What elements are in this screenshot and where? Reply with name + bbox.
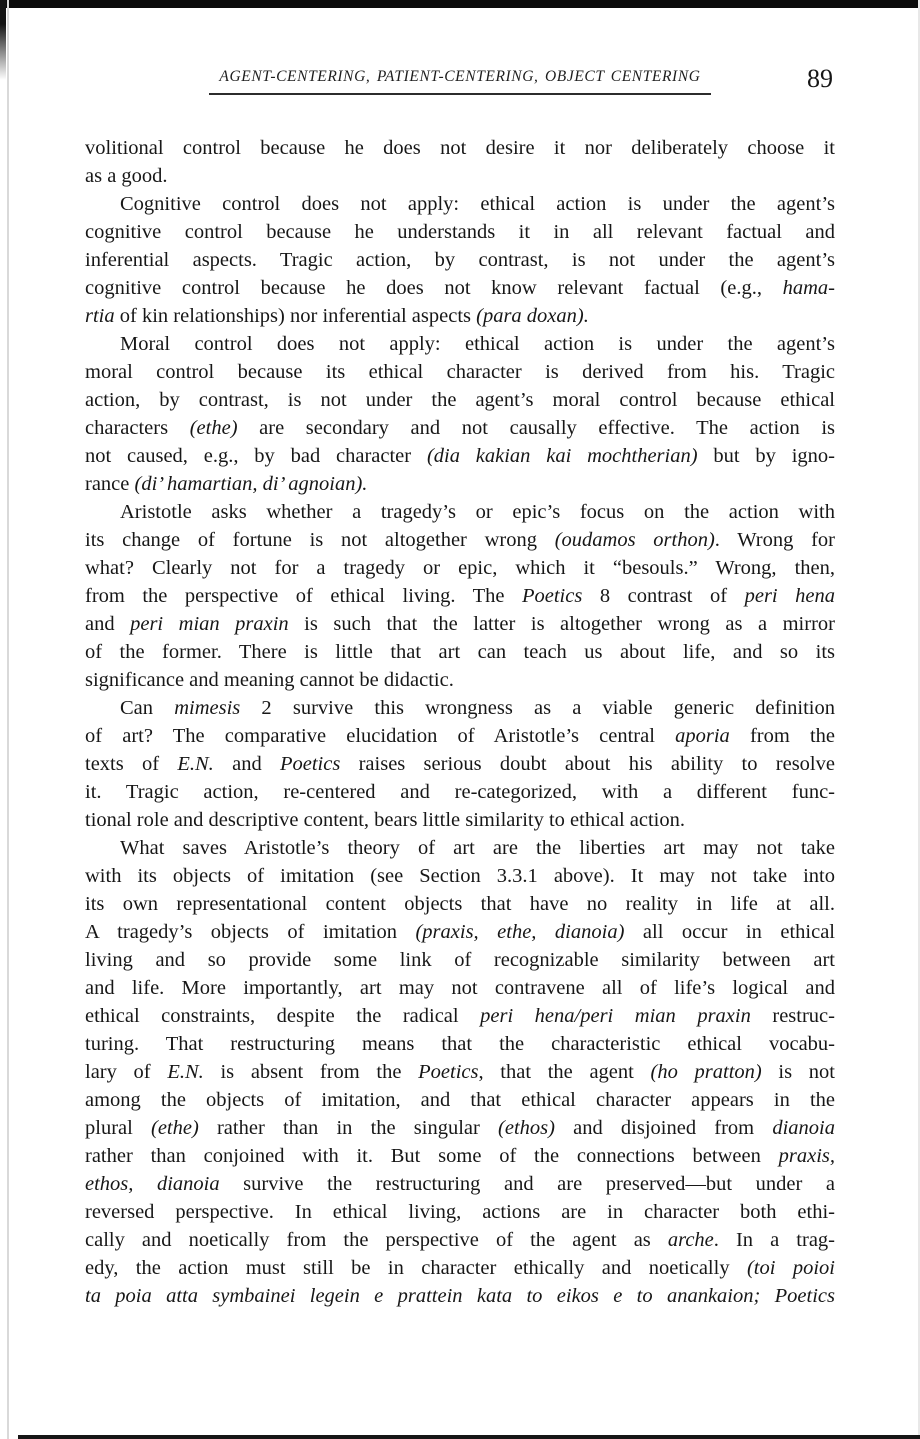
text-segment: texts of [85,753,178,775]
text-line [85,778,835,806]
text-segment: cally and noetically from the perspective of the agent as [85,1229,668,1251]
italic-text-segment: E.N. [167,1061,204,1083]
text-segment: inferential aspects. Tragic action, by contrast, is not under the agent’s [85,249,835,271]
text-line [85,1282,835,1310]
text-segment: is absent from the [203,1061,419,1083]
text-segment: are secondary and not causally effective. The action is [237,417,836,439]
text-segment: among the objects of imitation, and that ethical character appears in the [85,1089,835,1111]
text-segment: tional role and descriptive content, bears little similarity to ethical action. [85,809,686,831]
italic-text-segment: (ethos) [498,1117,555,1139]
italic-text-segment: ethos, dianoia [85,1173,220,1195]
text-line [85,918,835,946]
text-line [85,1114,835,1142]
italic-text-segment: peri mian praxin [130,613,289,635]
text-line [85,1198,835,1226]
text-line [85,1254,835,1282]
text-line [85,1002,835,1030]
text-segment: is such that the latter is altogether wrong as a mirror [288,613,835,635]
running-header [85,68,835,95]
scan-edge-top [0,0,920,8]
italic-text-segment: arche [667,1229,714,1251]
text-line [85,1086,835,1114]
text-segment: its change of fortune is not altogether wrong [85,529,555,551]
text-segment: rather than in the singular [198,1117,499,1139]
italic-text-segment: Poetics [521,585,583,607]
text-line [85,442,835,470]
italic-text-segment: (dia kakian kai mochtherian) [426,445,698,467]
italic-text-segment: Poetics [418,1061,479,1083]
scan-edge-left-shadow [0,0,6,80]
text-line [85,974,835,1002]
italic-text-segment: peri hena [744,585,835,607]
text-segment: what? Clearly not for a tragedy or epic, which it “besouls.” Wrong, then, [85,557,835,579]
text-segment: Aristotle asks whether a tragedy’s or epic’s focus on the action with [120,501,835,523]
text-line [85,806,835,834]
text-segment: not caused, e.g., by bad character [85,445,427,467]
text-line [85,1226,835,1254]
text-segment: with its objects of imitation (see Section 3.3.1 above). It may not take into [85,865,835,887]
text-line [85,554,835,582]
text-line [85,582,835,610]
text-line [85,330,835,358]
text-line [85,498,835,526]
italic-text-segment: aporia [675,725,730,747]
text-line [85,722,835,750]
italic-text-segment: mimesis [174,697,241,719]
text-segment: edy, the action must still be in character ethically and noetically [85,1257,747,1279]
text-segment: and [85,613,131,635]
text-line [85,638,835,666]
text-line [85,1030,835,1058]
text-segment: of the former. There is little that art can teach us about life, and so its [85,641,835,663]
text-segment: 2 survive this wrongness as a viable generic definition [240,697,835,719]
italic-text-segment: peri hena/peri mian praxin [480,1005,751,1027]
text-segment: A tragedy’s objects of imitation [85,921,416,943]
text-segment: Can [120,697,175,719]
text-segment: and [213,753,280,775]
text-segment: plural [85,1117,151,1139]
text-line [85,358,835,386]
italic-text-segment: hama- [782,277,835,299]
text-line [85,946,835,974]
text-line [85,386,835,414]
text-segment: 8 contrast of [582,585,745,607]
italic-text-segment: (toi poioi [746,1257,835,1279]
text-segment: rather than conjoined with it. But some of the connections between [85,1145,779,1167]
text-segment: of art? The comparative elucidation of Aristotle’s central [85,725,676,747]
scan-edge-bottom [18,1435,920,1439]
text-segment: lary of [85,1061,168,1083]
text-segment: its own representational content objects that have no reality in life at all. [85,893,835,915]
italic-text-segment: E.N. [177,753,214,775]
text-segment: raises serious doubt about his ability to resolve [340,753,835,775]
text-segment: What saves Aristotle’s theory of art are the liberties art may not take [120,837,835,859]
text-line [85,134,835,162]
text-segment: all occur in ethical [624,921,835,943]
italic-text-segment: (oudamos orthon) [554,529,715,551]
text-line [85,750,835,778]
text-line [85,666,835,694]
text-line [85,470,835,498]
italic-text-segment: dianoia [772,1117,835,1139]
text-line [85,190,835,218]
italic-text-segment: rtia [85,305,115,327]
text-segment: . In a trag- [713,1229,836,1251]
text-segment: Cognitive control does not apply: ethical action is under the agent’s [120,193,835,215]
text-segment: ethical constraints, despite the radical [85,1005,481,1027]
italic-text-segment: (praxis, ethe, dianoia) [415,921,625,943]
text-segment: it. Tragic action, re-centered and re-categorized, with a different func- [85,781,835,803]
text-line [85,274,835,302]
text-line [85,218,835,246]
text-line [85,1170,835,1198]
italic-text-segment: Poetics [279,753,341,775]
text-segment: action, by contrast, is not under the agent’s moral control because ethical [85,389,835,411]
text-segment: turing. That restructuring means that the characteristic ethical vocabu- [85,1033,835,1055]
text-segment: restruc- [750,1005,835,1027]
text-segment: cognitive control because he understands it in all relevant factual and [85,221,835,243]
body-text [85,134,835,1310]
text-line [85,1142,835,1170]
text-segment: from the perspective of ethical living. The [85,585,522,607]
italic-text-segment: ta poia atta symbainei legein e prattein kata to eikos e to anankaion; Poetics [85,1285,835,1307]
text-segment: Moral control does not apply: ethical action is under the agent’s [120,333,835,355]
italic-text-segment: (ethe) [151,1117,199,1139]
text-segment: and disjoined from [554,1117,773,1139]
text-line [85,302,835,330]
italic-text-segment: (di’ hamartian, di’ agnoian). [134,473,368,495]
page-number: 89 [807,64,833,93]
italic-text-segment: (ho pratton) [650,1061,762,1083]
text-segment: as a good. [85,165,168,187]
text-line [85,414,835,442]
text-line [85,246,835,274]
scan-edge-left-line [7,0,9,1439]
text-line [85,526,835,554]
text-segment: reversed perspective. In ethical living, actions are in character both ethi- [85,1201,835,1223]
text-segment: rance [85,473,135,495]
text-line [85,162,835,190]
text-line [85,890,835,918]
text-segment: and life. More importantly, art may not contravene all of life’s logical and [85,977,835,999]
italic-text-segment: (ethe) [189,417,238,439]
text-segment: volitional control because he does not desire it nor deliberately choose it [85,137,835,159]
text-segment: significance and meaning cannot be didactic. [85,669,454,691]
text-segment: survive the restructuring and are preserved—but under a [219,1173,835,1195]
text-line [85,862,835,890]
text-segment: moral control because its ethical character is derived from his. Tragic [85,361,835,383]
text-segment: characters [85,417,190,439]
text-segment: from the [729,725,835,747]
text-segment: of kin relationships) nor inferential aspects [114,305,477,327]
text-segment: . Wrong for [714,529,836,551]
text-line [85,834,835,862]
text-segment: cognitive control because he does not know relevant factual (e.g., [85,277,783,299]
text-segment: but by igno- [697,445,835,467]
text-line [85,1058,835,1086]
text-segment: living and so provide some link of recognizable similarity between art [85,949,835,971]
text-line [85,694,835,722]
italic-text-segment: (para doxan). [476,305,589,327]
text-segment: , that the agent [478,1061,651,1083]
text-line [85,610,835,638]
running-header-title: AGENT-CENTERING, PATIENT-CENTERING, OBJECT CENTERING [209,68,710,95]
text-segment: is not [761,1061,835,1083]
italic-text-segment: praxis, [778,1145,835,1167]
